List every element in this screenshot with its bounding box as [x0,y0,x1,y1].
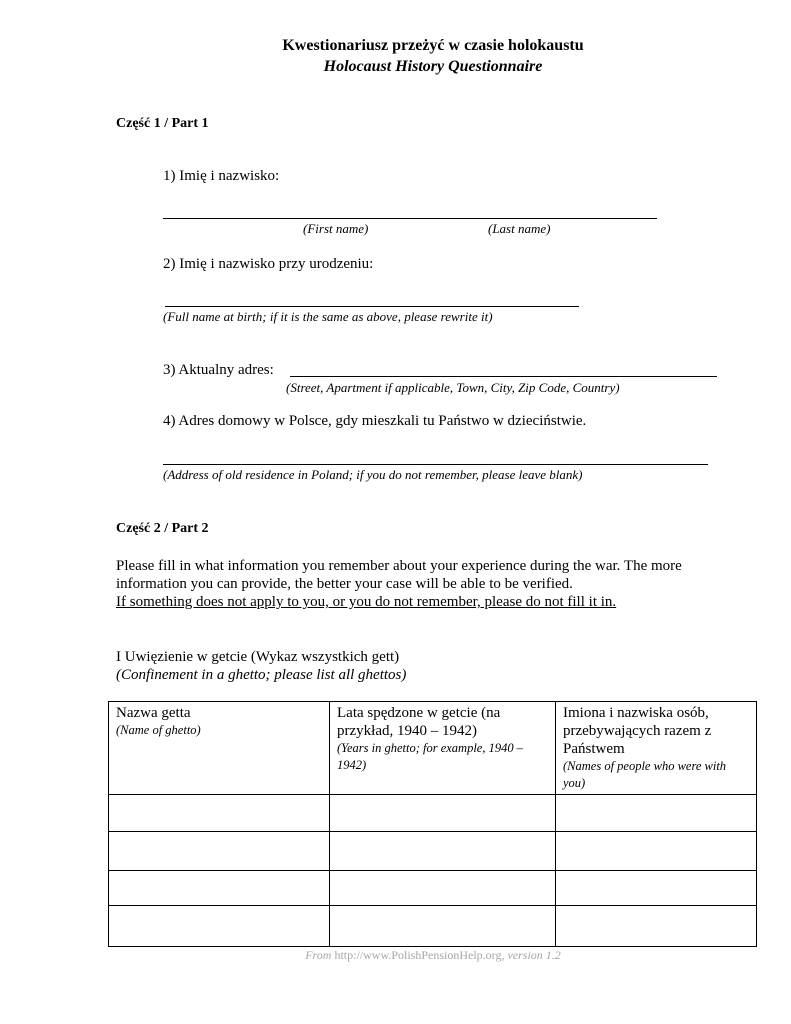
column-header-en: (Names of people who were with you) [563,759,727,790]
table-row [109,832,757,871]
footer [0,948,791,963]
table-header-row [109,702,757,795]
table-cell[interactable] [109,906,330,947]
q3-hint: (Street, Apartment if applicable, Town, City, Zip Code, Country) [286,380,620,395]
column-header-en: (Years in ghetto; for example, 1940 – 1942) [337,741,523,772]
table-cell[interactable] [556,871,757,906]
q1-answer-line[interactable] [163,218,657,219]
column-header-pl: Lata spędzone w getcie (na przykład, 1940 – 1942) [337,705,501,739]
title-english: Holocaust History Questionnaire [323,58,543,75]
q1-hint-first-name: (First name) [303,221,369,236]
column-header-pl: Imiona i nazwiska osób, przebywających razem z Państwem [563,705,712,757]
part2-intro [116,557,756,611]
q2-label: 2) Imię i nazwisko przy urodzeniu: [163,256,374,272]
table-cell[interactable] [109,832,330,871]
part2-heading: Część 2 / Part 2 [116,521,209,536]
table-row [109,871,757,906]
q1-label: 1) Imię i nazwisko: [163,168,280,184]
column-header-en: (Name of ghetto) [116,723,201,737]
column-header-ghetto-name [109,702,330,795]
table-row [109,795,757,832]
part2-intro-underlined: If something does not apply to you, or you do not remember, please do not fill it in. [116,594,617,610]
part2-intro-text: Please fill in what information you remember about your experience during the war. The more information you can provide, the better your case will be able to be verified. [116,558,682,592]
q2-hint: (Full name at birth; if it is the same as above, please rewrite it) [163,309,493,324]
column-header-pl: Nazwa getta [116,705,191,721]
part1-heading: Część 1 / Part 1 [116,116,209,131]
footer-version: , version 1.2 [501,948,561,962]
footer-url[interactable]: http://www.PolishPensionHelp.org [334,948,502,962]
table-cell[interactable] [109,795,330,832]
column-header-names [556,702,757,795]
q1-hint-last-name: (Last name) [488,221,551,236]
table-cell[interactable] [556,795,757,832]
title-polish: Kwestionariusz przeżyć w czasie holokaustu [282,37,584,54]
table-cell[interactable] [330,871,556,906]
table-cell[interactable] [330,795,556,832]
table-cell[interactable] [330,832,556,871]
table-cell[interactable] [556,906,757,947]
table-cell[interactable] [556,832,757,871]
table-cell[interactable] [330,906,556,947]
q4-label: 4) Adres domowy w Polsce, gdy mieszkali tu Państwo w dzieciństwie. [163,413,587,429]
table-row [109,906,757,947]
q4-hint: (Address of old residence in Poland; if you do not remember, please leave blank) [163,467,583,482]
q3-answer-line[interactable] [290,376,717,377]
column-header-years [330,702,556,795]
q3-label: 3) Aktualny adres: [163,362,274,378]
footer-from: From [305,948,332,962]
q2-answer-line[interactable] [165,306,579,307]
section1-title-english: (Confinement in a ghetto; please list all ghettos) [116,667,407,683]
table-cell[interactable] [109,871,330,906]
q4-answer-line[interactable] [163,464,708,465]
section1-title-polish: I Uwięzienie w getcie (Wykaz wszystkich gett) [116,649,400,665]
ghetto-table [108,701,757,947]
